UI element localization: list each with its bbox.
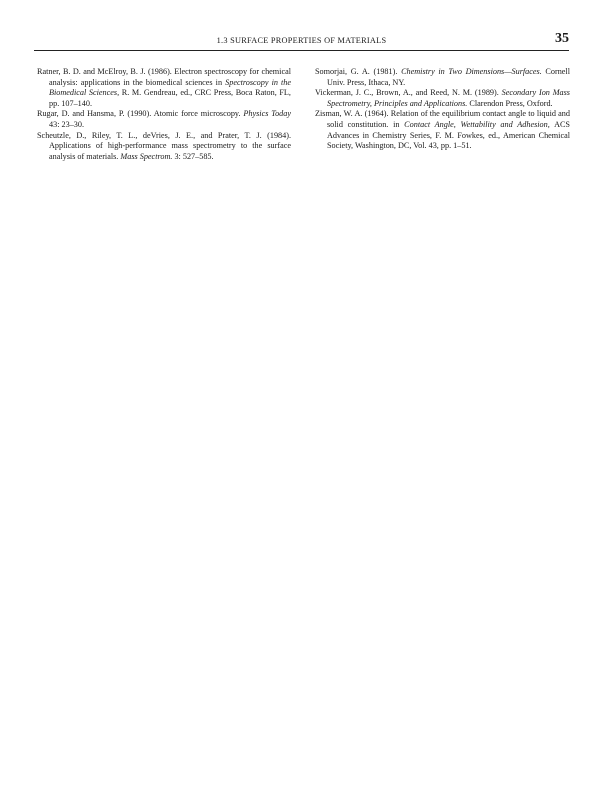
reference-text: Somorjai, G. A. (1981). — [315, 67, 402, 76]
reference-entry — [315, 67, 570, 88]
reference-entry — [315, 88, 570, 109]
reference-text: ACS Advances in Chemistry Series, F. M. Fowkes, ed., American Chemical Society, Washington, DC, Vol. 43, pp. 1–51. — [327, 119, 570, 151]
reference-italic-title: Mass Spectrom. — [120, 151, 173, 161]
reference-italic-title: Spectroscopy in the Biomedical Sciences, — [49, 77, 292, 98]
reference-italic-title: Secondary Ion Mass Spectrometry, Principles and Applications. — [327, 88, 570, 108]
reference-text: 3: 527–585. — [172, 151, 214, 161]
reference-text: Vickerman, J. C., Brown, A., and Reed, N. M. (1989). — [315, 88, 502, 98]
reference-text: Cornell Univ. Press, Ithaca, NY. — [327, 67, 570, 87]
reference-text: Ratner, B. D. and McElroy, B. J. (1986). Electron spectroscopy for chemical analysis: applications in the biomedical sciences in — [37, 67, 291, 87]
reference-entry — [37, 131, 291, 163]
page-number: 35 — [555, 31, 569, 46]
reference-italic-title: Contact Angle, Wettability and Adhesion, — [404, 119, 550, 129]
section-title: 1.3 SURFACE PROPERTIES OF MATERIALS — [216, 36, 387, 45]
reference-entry — [37, 67, 291, 109]
reference-entry — [37, 109, 291, 130]
reference-text: Clarendon Press, Oxford. — [467, 98, 553, 108]
running-header — [34, 33, 569, 49]
reference-text: R. M. Gendreau, ed., CRC Press, Boca Raton, FL, pp. 107–140. — [49, 88, 291, 108]
reference-italic-title: Chemistry in Two Dimensions—Surfaces. — [401, 67, 542, 76]
header-rule — [34, 50, 569, 51]
reference-text: Scheutzle, D., Riley, T. L., deVries, J. E., and Prater, T. J. (1984). Applications of high-performance mass spectrometry to the surface analysis of materials. — [37, 130, 291, 161]
reference-italic-title: Physics Today — [243, 109, 291, 119]
reference-text: Rugar, D. and Hansma, P. (1990). Atomic force microscopy. — [37, 109, 244, 119]
references-left-column — [37, 67, 291, 162]
reference-text: Zisman, W. A. (1964). Relation of the equilibrium contact angle to liquid and solid constitution. in — [315, 109, 570, 129]
reference-entry — [315, 109, 570, 151]
references-right-column — [315, 67, 570, 152]
reference-text: 43: 23–30. — [49, 119, 85, 129]
